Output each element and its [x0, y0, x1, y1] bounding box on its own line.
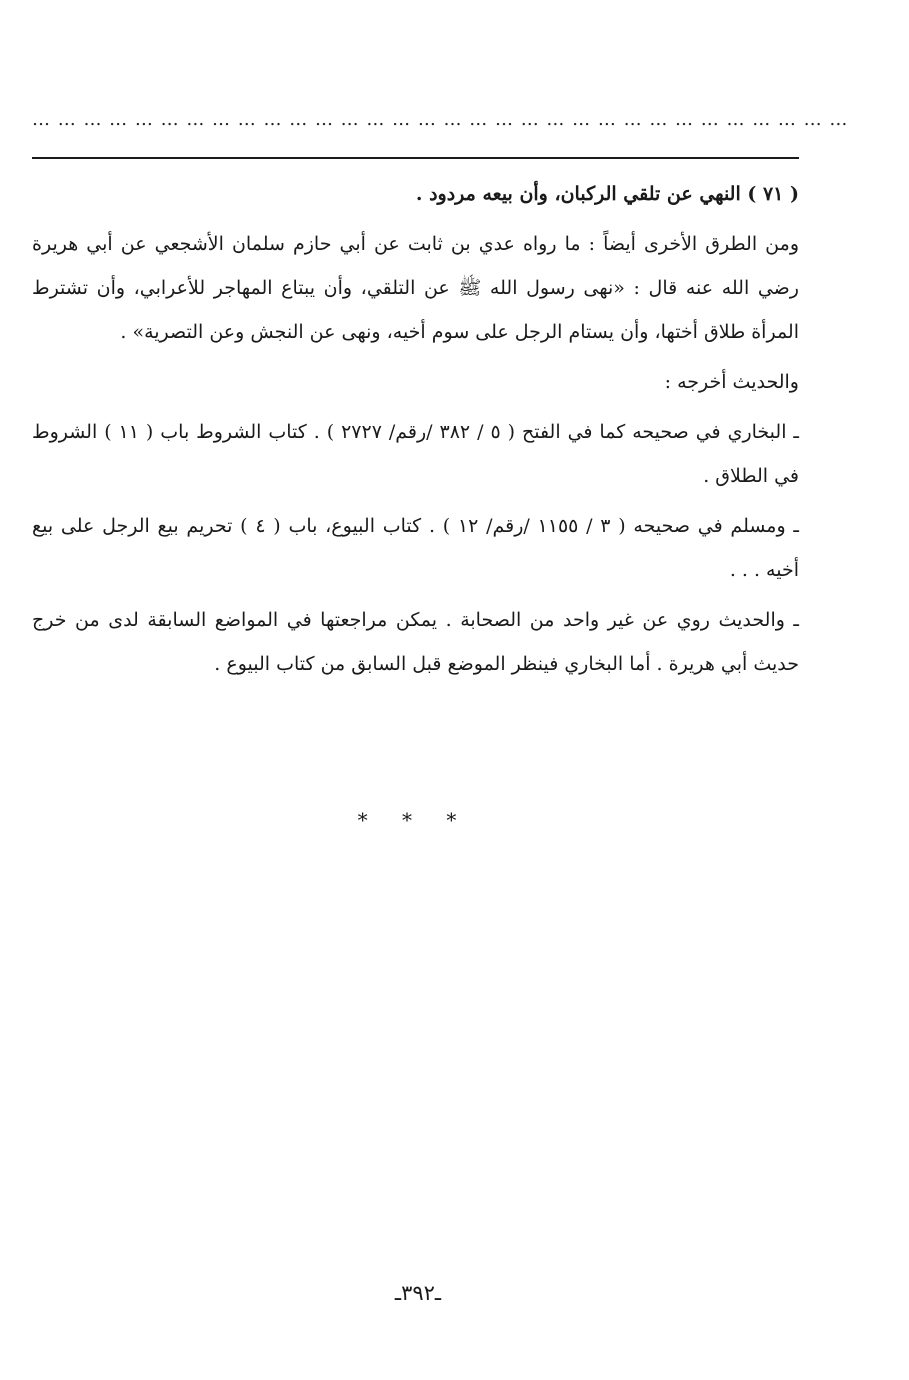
section-separator: * * * [357, 808, 471, 832]
paragraph-5: ـ والحديث روي عن غير واحد من الصحابة . يمكن مراجعتها في المواضع السابقة لدى من خرج حديث أبي هريرة . أما البخاري فينظر الموضع قبل السابق من كتاب البيوع . [32, 609, 799, 675]
paragraph-3: ـ البخاري في صحيحه كما في الفتح ( ٥ / ٣٨٢ /رقم/ ٢٧٢٧ ) . كتاب الشروط باب ( ١١ ) الشروط في الطلاق . [32, 421, 799, 487]
footnote-rule [32, 157, 799, 159]
body-text [32, 172, 799, 692]
page-number: ـ٣٩٢ـ [394, 1281, 442, 1305]
dotted-continuation-line: … … … … … … … … … … … … … … … … … … … … … … … … … … … … … … … … [32, 109, 849, 130]
section-heading: ( ٧١ ) النهي عن تلقي الركبان، وأن بيعه مردود . [415, 183, 799, 205]
paragraph-4: ـ ومسلم في صحيحه ( ٣ / ١١٥٥ /رقم/ ١٢ ) . كتاب البيوع، باب ( ٤ ) تحريم بيع الرجل على بيع أخيه . . . [32, 515, 799, 581]
paragraph-1: ومن الطرق الأخرى أيضاً : ما رواه عدي بن ثابت عن أبي حازم سلمان الأشجعي عن أبي هريرة رضي الله عنه قال : «نهى رسول الله ﷺ عن التلقي، وأن يبتاع المهاجر للأعرابي، وأن تشترط المرأة طلاق أختها، وأن يستام الرجل على سوم أخيه، ونهى عن النجش وعن التصرية» . [32, 233, 799, 343]
paragraph-2: والحديث أخرجه : [664, 371, 799, 393]
